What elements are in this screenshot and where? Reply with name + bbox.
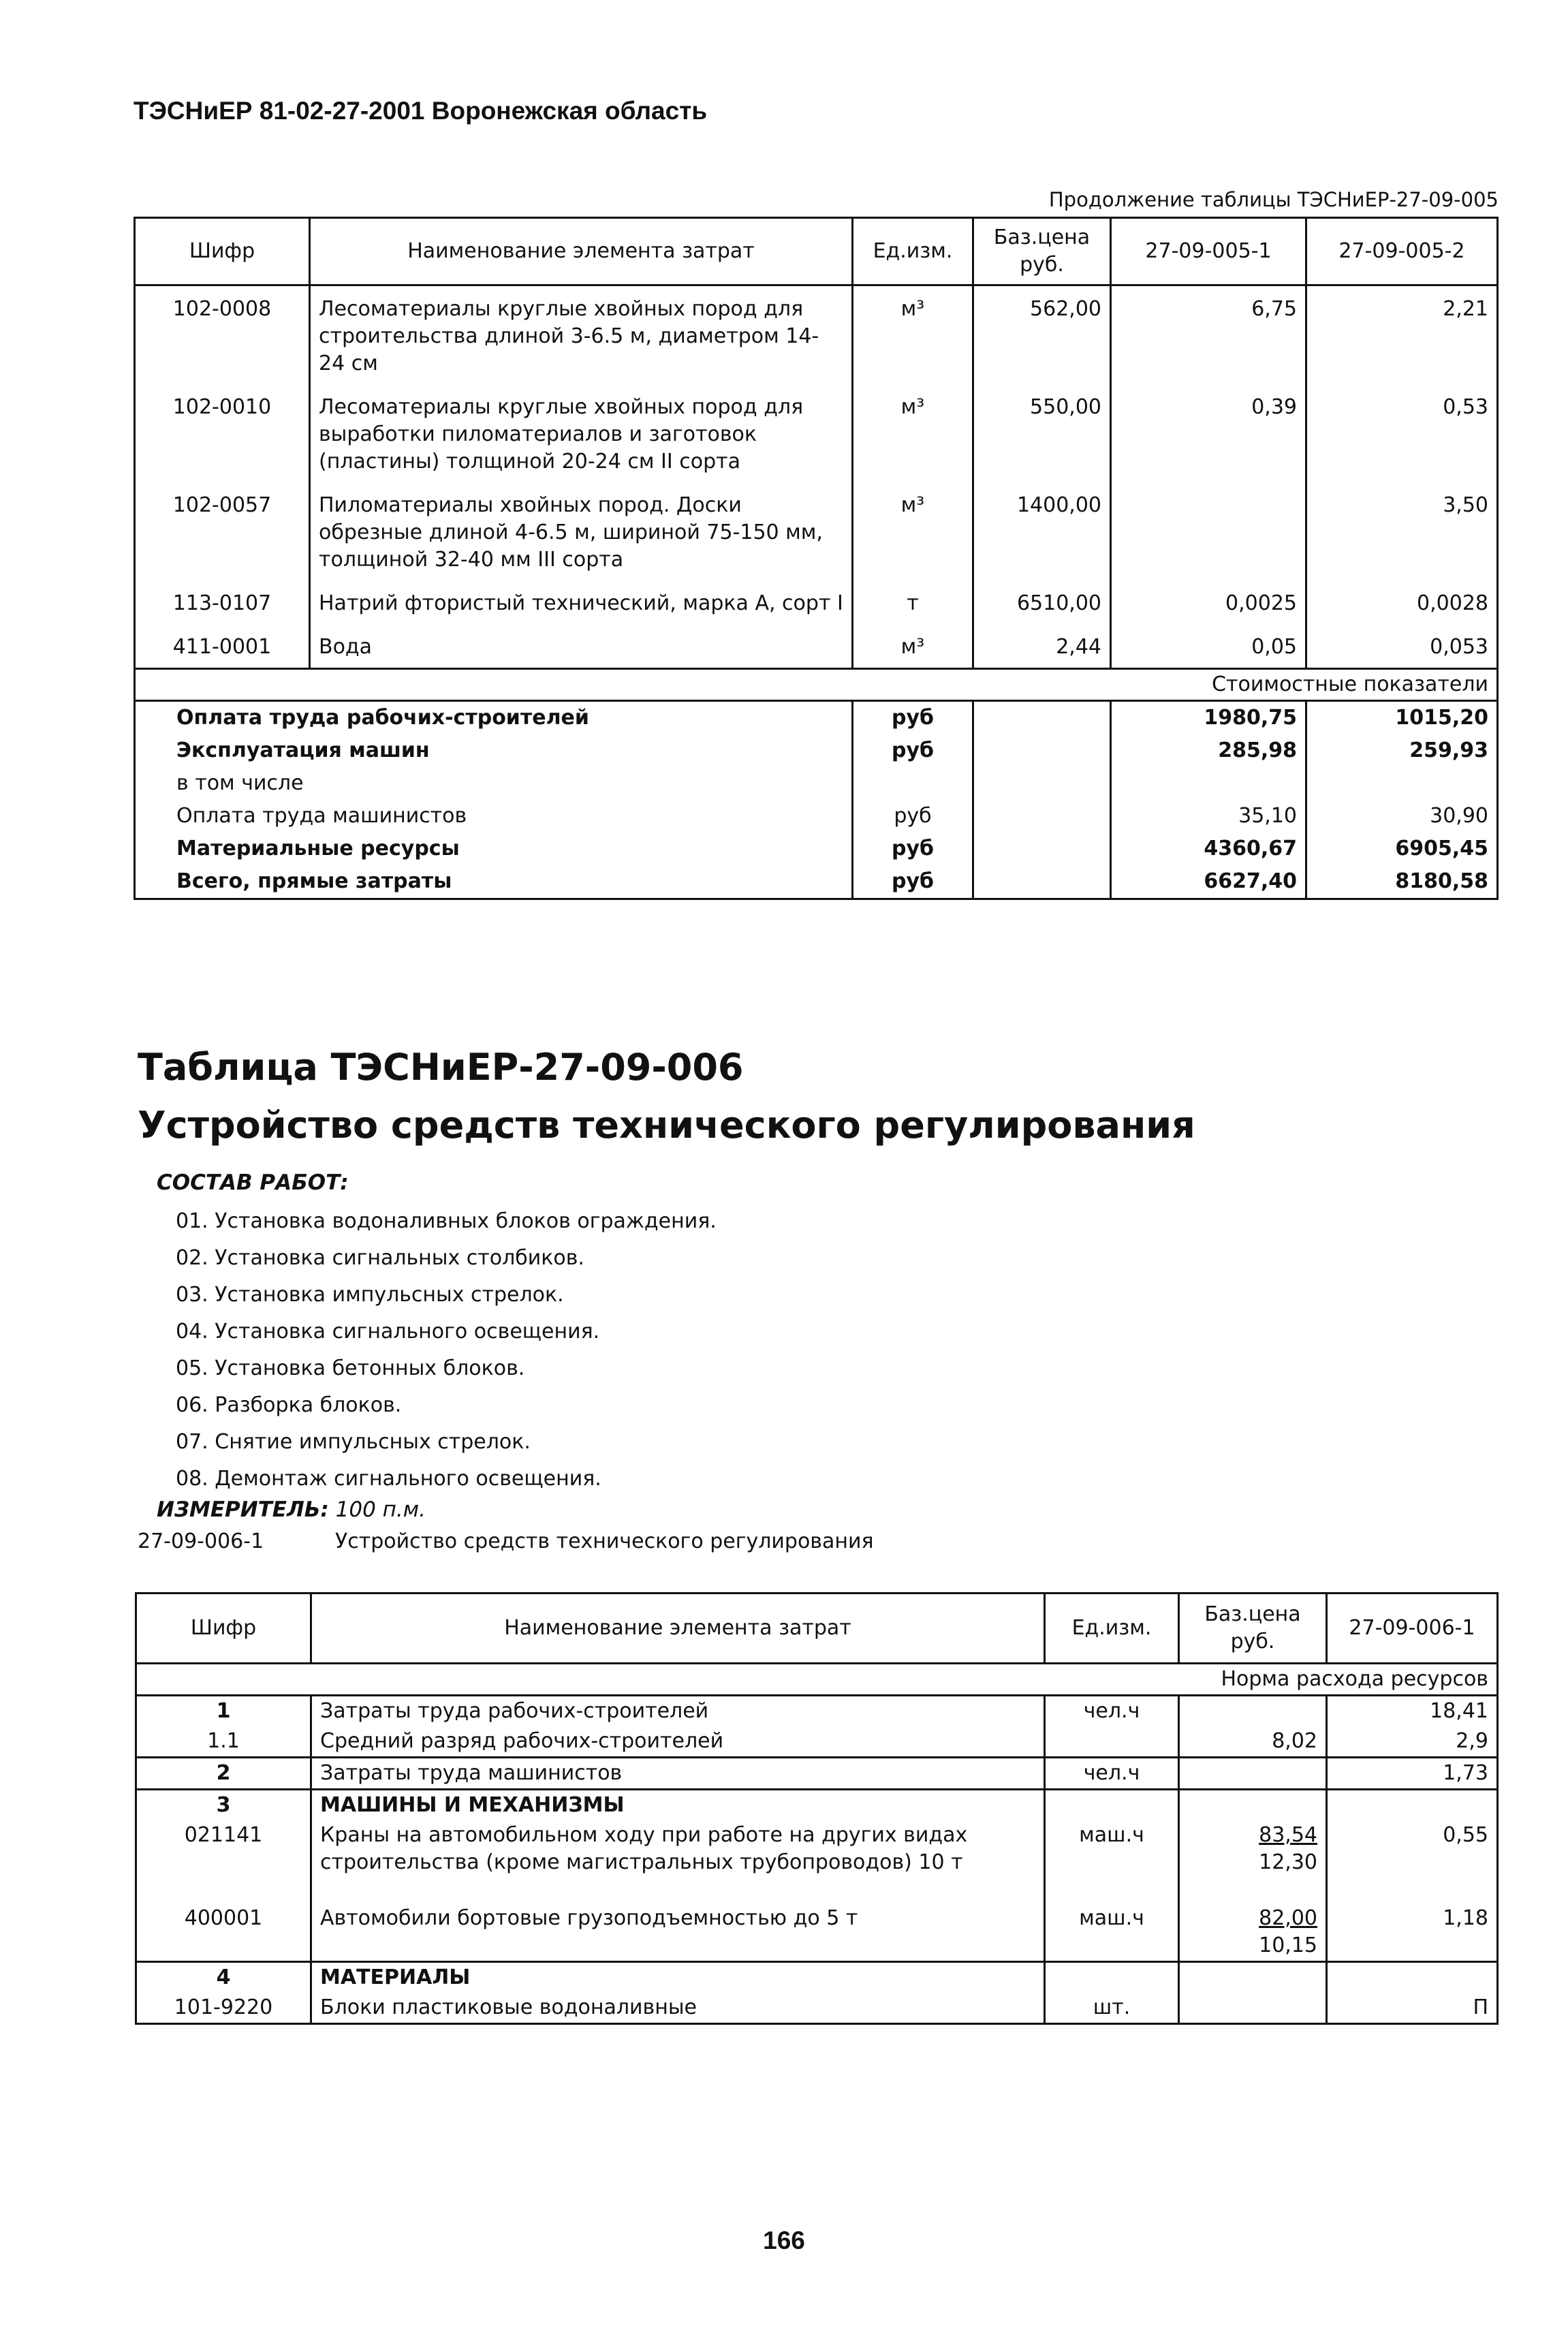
header-code: Шифр — [136, 1594, 311, 1664]
indicator-name: Эксплуатация машин — [135, 734, 853, 767]
row-value-1: 6,75 — [1111, 285, 1306, 385]
row-code: 4 — [136, 1962, 311, 1993]
indicator-unit: руб — [853, 734, 973, 767]
row-code: 411-0001 — [135, 624, 310, 669]
section-title: Таблица ТЭСНиЕР-27-09-006 — [138, 1046, 744, 1089]
indicator-value-1 — [1111, 767, 1306, 800]
section-row-machines — [136, 1790, 1498, 1821]
row-code: 3 — [136, 1790, 311, 1821]
row-unit — [1045, 1962, 1179, 1993]
list-item: 07. Снятие импульсных стрелок. — [176, 1430, 531, 1454]
continuation-note: Продолжение таблицы ТЭСНиЕР-27-09-005 — [1048, 188, 1499, 211]
list-item: 02. Установка сигнальных столбиков. — [176, 1246, 584, 1270]
row-value — [1327, 1790, 1498, 1821]
indicator-value-2 — [1306, 767, 1498, 800]
row-price — [1179, 1790, 1327, 1821]
norm-code: 27-09-006-1 — [138, 1529, 264, 1553]
row-value: 18,41 — [1430, 1699, 1488, 1723]
indicators-label: Стоимостные показатели — [135, 669, 1498, 701]
section-row-materials — [136, 1962, 1498, 1993]
row-value-1 — [1111, 482, 1306, 580]
row-value — [1327, 1962, 1498, 1993]
row-code: 101-9220 — [136, 1993, 311, 2024]
row-price — [1179, 1993, 1327, 2024]
row-price-base: 82,00 — [1259, 1906, 1317, 1930]
section-subtitle: Устройство средств технического регулирования — [138, 1104, 1195, 1147]
indicator-value-1: 35,10 — [1111, 800, 1306, 833]
header-unit: Ед.изм. — [1045, 1594, 1179, 1664]
row-code: 102-0010 — [135, 384, 310, 482]
table-row — [136, 1993, 1498, 2024]
row-value-1: 0,0025 — [1111, 580, 1306, 624]
row-price: 1400,00 — [973, 482, 1111, 580]
works-list — [176, 1203, 717, 1497]
row-name: Краны на автомобильном ходу при работе на других видах строительства (кроме магистральных трубопроводов) 10 т — [311, 1820, 1045, 1903]
indicator-price — [973, 701, 1111, 735]
indicator-value-1: 4360,67 — [1111, 833, 1306, 865]
indicator-value-2: 30,90 — [1430, 804, 1488, 828]
page-number: 166 — [763, 2226, 805, 2254]
indicator-value-2: 259,93 — [1409, 739, 1488, 762]
row-unit — [1045, 1790, 1179, 1821]
row-unit: чел.ч — [1045, 1758, 1179, 1790]
row-unit: м³ — [853, 384, 973, 482]
row-price: 6510,00 — [973, 580, 1111, 624]
row-value-2: 3,50 — [1443, 493, 1488, 517]
row-unit: м³ — [853, 285, 973, 385]
header-col1: 27-09-006-1 — [1327, 1594, 1498, 1664]
row-code: 1.1 — [136, 1726, 311, 1758]
row-code: 021141 — [136, 1820, 311, 1903]
indicator-value-2: 1015,20 — [1395, 706, 1488, 730]
list-item: 06. Разборка блоков. — [176, 1393, 402, 1417]
row-value: 2,9 — [1456, 1729, 1488, 1753]
row-code: 2 — [136, 1758, 311, 1790]
indicator-name: Всего, прямые затраты — [135, 865, 853, 899]
table-row — [136, 1820, 1498, 1903]
row-value: П — [1473, 1995, 1488, 2019]
indicator-row — [135, 833, 1498, 865]
row-price-wage: 10,15 — [1259, 1933, 1317, 1957]
cost-table-27-09-005 — [134, 217, 1499, 900]
header-col1: 27-09-005-1 — [1111, 218, 1306, 285]
row-unit: маш.ч — [1045, 1903, 1179, 1962]
indicator-value-1: 285,98 — [1111, 734, 1306, 767]
indicator-name: Оплата труда машинистов — [135, 800, 853, 833]
row-price: 2,44 — [973, 624, 1111, 669]
indicator-value-2: 6905,45 — [1395, 837, 1488, 860]
page-header: ТЭСНиЕР 81-02-27-2001 Воронежская область — [134, 97, 708, 125]
indicator-name: в том числе — [135, 767, 853, 800]
row-price: 562,00 — [973, 285, 1111, 385]
indicator-name: Оплата труда рабочих-строителей — [135, 701, 853, 735]
indicator-row — [135, 734, 1498, 767]
list-item: 03. Установка импульсных стрелок. — [176, 1283, 564, 1307]
indicator-price — [973, 800, 1111, 833]
table-header-row — [136, 1594, 1498, 1664]
table-row — [135, 482, 1498, 580]
row-name: Затраты труда рабочих-строителей — [311, 1696, 1045, 1727]
row-value-2: 0,53 — [1443, 395, 1488, 419]
row-value: 0,55 — [1443, 1823, 1488, 1847]
norm-code-line — [138, 1529, 874, 1553]
table-row — [136, 1726, 1498, 1758]
row-value-1: 0,39 — [1111, 384, 1306, 482]
indicator-row — [135, 800, 1498, 833]
row-code: 113-0107 — [135, 580, 310, 624]
meter-value: 100 п.м. — [335, 1497, 426, 1522]
row-name: Вода — [310, 624, 853, 669]
row-name: МАШИНЫ И МЕХАНИЗМЫ — [311, 1790, 1045, 1821]
indicators-label-row — [135, 669, 1498, 701]
row-value: 1,73 — [1327, 1758, 1498, 1790]
row-code: 400001 — [136, 1903, 311, 1962]
row-unit: чел.ч — [1045, 1696, 1179, 1727]
meter-label: ИЗМЕРИТЕЛЬ: — [157, 1497, 329, 1522]
norm-label: Норма расхода ресурсов — [136, 1664, 1498, 1696]
indicator-unit: руб — [853, 833, 973, 865]
row-price: 8,02 — [1179, 1726, 1327, 1758]
row-price — [1179, 1696, 1327, 1727]
row-value-1: 0,05 — [1111, 624, 1306, 669]
indicator-row — [135, 767, 1498, 800]
list-item: 01. Установка водоналивных блоков ограждения. — [176, 1209, 717, 1233]
table-row — [135, 384, 1498, 482]
row-value-2: 0,0028 — [1417, 591, 1488, 615]
row-name: Средний разряд рабочих-строителей — [311, 1726, 1045, 1758]
row-price — [1179, 1758, 1327, 1790]
indicator-unit — [853, 767, 973, 800]
table-header-row — [135, 218, 1498, 285]
row-unit: маш.ч — [1045, 1820, 1179, 1903]
row-unit — [1045, 1726, 1179, 1758]
row-value: 1,18 — [1443, 1906, 1488, 1930]
meter-line — [157, 1497, 426, 1522]
row-name: Пиломатериалы хвойных пород. Доски обрезные длиной 4-6.5 м, шириной 75-150 мм, толщиной 32-40 мм III сорта — [310, 482, 853, 580]
row-unit: т — [853, 580, 973, 624]
list-item: 08. Демонтаж сигнального освещения. — [176, 1467, 601, 1491]
row-name: Лесоматериалы круглые хвойных пород для строительства длиной 3-6.5 м, диаметром 14-24 см — [310, 285, 853, 385]
norm-label-row — [136, 1664, 1498, 1696]
row-value-2: 0,053 — [1430, 635, 1488, 659]
list-item: 05. Установка бетонных блоков. — [176, 1356, 525, 1380]
indicator-unit: руб — [853, 701, 973, 735]
row-code: 102-0057 — [135, 482, 310, 580]
row-unit: м³ — [853, 624, 973, 669]
row-name: Натрий фтористый технический, марка А, сорт I — [310, 580, 853, 624]
row-code: 1 — [136, 1696, 311, 1727]
indicator-name: Материальные ресурсы — [135, 833, 853, 865]
row-price-wage: 12,30 — [1259, 1850, 1317, 1874]
resource-table-27-09-006 — [135, 1592, 1499, 2025]
row-price — [1179, 1962, 1327, 1993]
row-name: МАТЕРИАЛЫ — [311, 1962, 1045, 1993]
indicator-price — [973, 833, 1111, 865]
table-row — [135, 624, 1498, 669]
header-price: Баз.цена руб. — [1179, 1594, 1327, 1664]
row-name: Затраты труда машинистов — [311, 1758, 1045, 1790]
table-row — [136, 1758, 1498, 1790]
norm-code-description: Устройство средств технического регулирования — [335, 1529, 874, 1553]
row-price — [1179, 1820, 1327, 1903]
table-row — [135, 285, 1498, 385]
header-name: Наименование элемента затрат — [310, 218, 853, 285]
row-name: Блоки пластиковые водоналивные — [311, 1993, 1045, 2024]
indicator-price — [973, 767, 1111, 800]
indicator-unit: руб — [853, 800, 973, 833]
indicator-value-1: 1980,75 — [1111, 701, 1306, 735]
row-unit: м³ — [853, 482, 973, 580]
row-unit: шт. — [1045, 1993, 1179, 2024]
row-value-2: 2,21 — [1443, 297, 1488, 321]
indicator-price — [973, 734, 1111, 767]
header-code: Шифр — [135, 218, 310, 285]
header-name: Наименование элемента затрат — [311, 1594, 1045, 1664]
indicator-price — [973, 865, 1111, 899]
list-item: 04. Установка сигнального освещения. — [176, 1320, 600, 1343]
row-price: 550,00 — [973, 384, 1111, 482]
row-code: 102-0008 — [135, 285, 310, 385]
indicator-unit: руб — [853, 865, 973, 899]
indicator-row — [135, 701, 1498, 735]
header-unit: Ед.изм. — [853, 218, 973, 285]
indicator-value-2: 8180,58 — [1395, 869, 1488, 893]
header-col2: 27-09-005-2 — [1306, 218, 1498, 285]
table-row — [136, 1696, 1498, 1727]
indicator-value-1: 6627,40 — [1111, 865, 1306, 899]
header-price: Баз.цена руб. — [973, 218, 1111, 285]
row-name: Лесоматериалы круглые хвойных пород для выработки пиломатериалов и заготовок (пластины) толщиной 20-24 см II сорта — [310, 384, 853, 482]
table-row — [135, 580, 1498, 624]
table-row — [136, 1903, 1498, 1962]
row-price-base: 83,54 — [1259, 1823, 1317, 1847]
works-composition-label: СОСТАВ РАБОТ: — [157, 1170, 349, 1195]
indicator-row — [135, 865, 1498, 899]
row-price — [1179, 1903, 1327, 1962]
row-name: Автомобили бортовые грузоподъемностью до 5 т — [311, 1903, 1045, 1962]
